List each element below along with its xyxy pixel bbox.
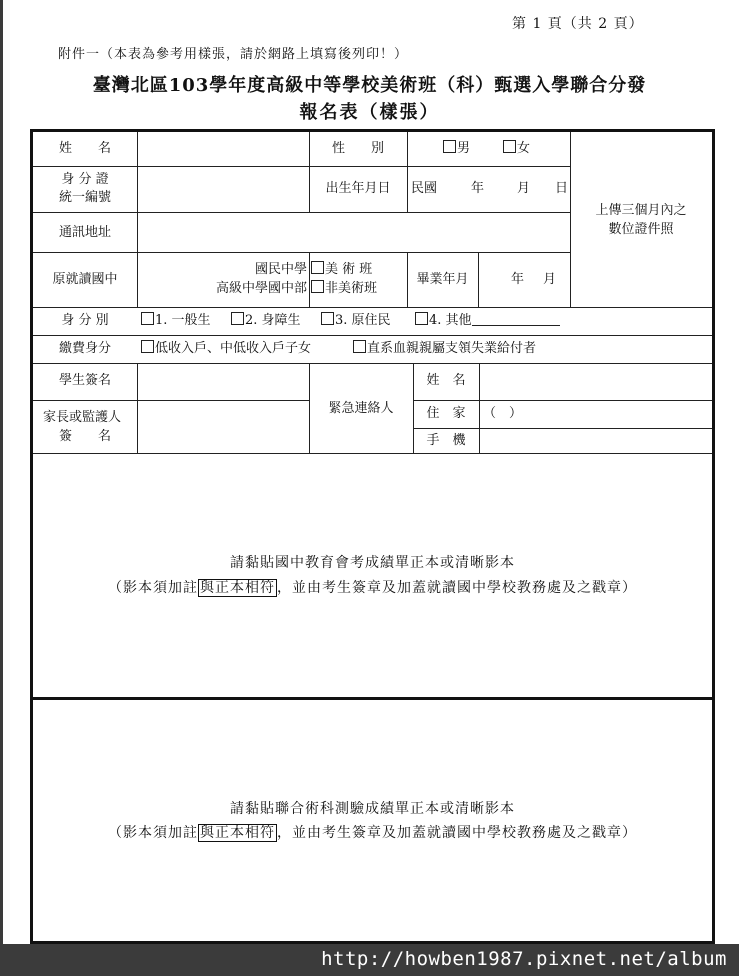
form-title: 臺灣北區103學年度高級中等學校美術班（科）甄選入學聯合分發 xyxy=(92,75,647,96)
graduation-label: 畢業年月 xyxy=(416,272,469,287)
school-type-senior: 高級中學國中部 xyxy=(215,281,307,296)
fee-unemployment-checkbox[interactable] xyxy=(353,340,366,353)
section1-note: （影本須加註 與正本相符 ，並由考生簽章及加蓋就讀國中學校教務處及之戳章） xyxy=(108,580,637,596)
fee-low-income-option[interactable]: 低收入戶、中低收入戶子女 xyxy=(141,340,311,358)
col-divider xyxy=(137,132,138,307)
col-divider xyxy=(407,132,408,212)
section2-boxed-text: 與正本相符 xyxy=(200,825,275,841)
emergency-home-label: 住 家 xyxy=(426,406,466,421)
attachment-note: 附件一（本表為參考用樣張，請於網路上填寫後列印！） xyxy=(58,47,409,62)
status-indigenous-option[interactable]: 3. 原住民 xyxy=(321,312,391,330)
parent-signature-label: 家長或監護人 簽 名 xyxy=(43,410,122,444)
row-divider xyxy=(33,166,570,167)
male-checkbox[interactable] xyxy=(443,140,456,153)
birth-year-unit: 年 xyxy=(471,181,485,196)
emergency-contact-label: 緊急連絡人 xyxy=(328,401,394,416)
row-divider xyxy=(413,428,712,429)
row-divider xyxy=(33,400,309,401)
birth-date-label: 出生年月日 xyxy=(325,181,391,196)
fee-unemployment-option[interactable]: 直系血親親屬支領失業給付者 xyxy=(353,340,536,358)
school-label: 原就讀國中 xyxy=(52,272,118,287)
name-label: 姓 名 xyxy=(58,141,111,156)
section1-boxed-text: 與正本相符 xyxy=(200,580,275,596)
col-divider xyxy=(478,252,479,307)
id-number-label: 身 分 證 統一編號 xyxy=(58,172,111,205)
emergency-name-label: 姓 名 xyxy=(426,373,466,388)
form-subtitle: 報名表（樣張） xyxy=(299,102,440,123)
registration-form xyxy=(30,129,715,944)
row-divider xyxy=(33,307,712,308)
row-divider xyxy=(33,363,712,364)
gender-label: 性 別 xyxy=(331,141,384,156)
photo-area[interactable]: 上傳三個月內之 數位證件照 xyxy=(595,203,687,237)
section1-title: 請黏貼國中教育會考成績單正本或清晰影本 xyxy=(230,555,515,571)
status-indigenous-checkbox[interactable] xyxy=(321,312,334,325)
art-class-option[interactable]: 美 術 班 xyxy=(311,261,372,279)
status-other-option[interactable]: 4. 其他 xyxy=(415,312,560,330)
non-art-class-option[interactable]: 非美術班 xyxy=(311,280,377,298)
student-signature-label: 學生簽名 xyxy=(58,373,111,388)
status-label: 身 分 別 xyxy=(61,313,109,328)
art-class-checkbox[interactable] xyxy=(311,261,324,274)
status-other-checkbox[interactable] xyxy=(415,312,428,325)
section2-title: 請黏貼聯合術科測驗成績單正本或清晰影本 xyxy=(230,801,515,817)
page-left-edge xyxy=(0,0,3,976)
address-label: 通訊地址 xyxy=(58,225,111,240)
col-divider xyxy=(309,252,310,307)
row-divider xyxy=(33,453,712,454)
section-divider xyxy=(33,697,712,700)
gender-female-option[interactable]: 女 xyxy=(503,140,530,158)
gender-male-option[interactable]: 男 xyxy=(443,140,470,158)
female-checkbox[interactable] xyxy=(503,140,516,153)
row-divider xyxy=(413,400,712,401)
birth-month-unit: 月 xyxy=(517,181,531,196)
fee-label: 繳費身分 xyxy=(58,341,111,356)
grad-month-unit: 月 xyxy=(543,272,557,287)
emergency-home-areacode: （ ） xyxy=(483,406,523,421)
other-underline[interactable] xyxy=(472,313,560,326)
row-divider xyxy=(33,335,712,336)
school-type-junior: 國民中學 xyxy=(254,262,307,277)
non-art-class-checkbox[interactable] xyxy=(311,280,324,293)
grad-year-unit: 年 xyxy=(511,272,525,287)
status-disabled-option[interactable]: 2. 身障生 xyxy=(231,312,301,330)
birth-day-unit: 日 xyxy=(555,181,569,196)
row-divider xyxy=(33,252,570,253)
fee-low-income-checkbox[interactable] xyxy=(141,340,154,353)
status-general-checkbox[interactable] xyxy=(141,312,154,325)
col-divider xyxy=(137,363,138,453)
emergency-mobile-label: 手 機 xyxy=(426,433,466,448)
status-disabled-checkbox[interactable] xyxy=(231,312,244,325)
page-number: 第 1 頁（共 2 頁） xyxy=(512,16,644,32)
row-divider xyxy=(33,212,570,213)
col-divider xyxy=(479,363,480,453)
status-general-option[interactable]: 1. 一般生 xyxy=(141,312,211,330)
birth-era: 民國 xyxy=(411,181,438,196)
watermark-url: http://howben1987.pixnet.net/album xyxy=(321,948,727,970)
section2-note: （影本須加註 與正本相符 ，並由考生簽章及加蓋就讀國中學校教務處及之戳章） xyxy=(108,825,637,841)
